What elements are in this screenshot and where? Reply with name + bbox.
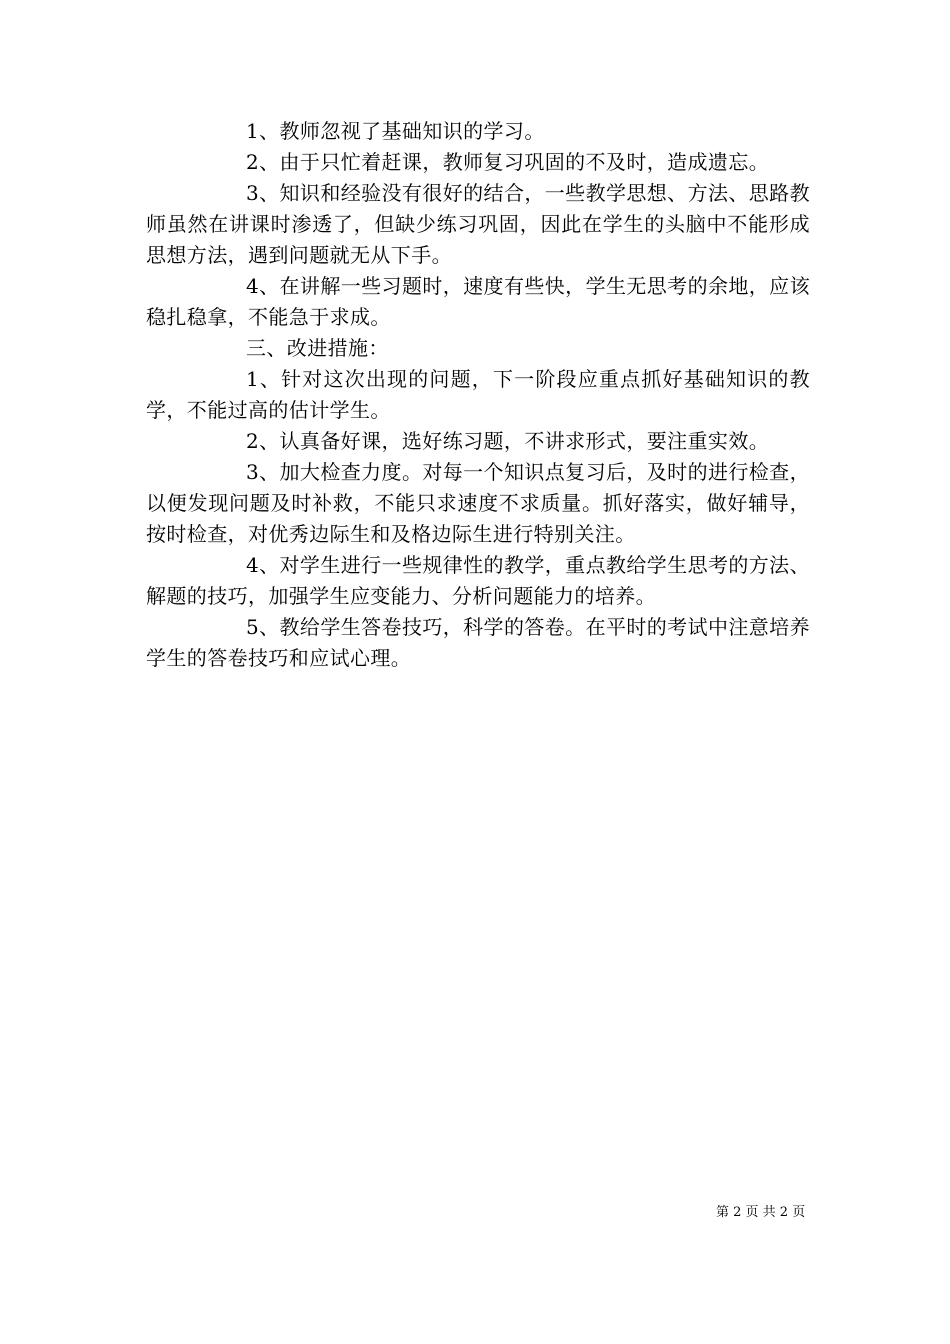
paragraph-problem-3: 3、知识和经验没有很好的结合，一些教学思想、方法、思路教师虽然在讲课时渗透了，但缺少练习巩固，因此在学生的头脑中不能形成思想方法，遇到问题就无从下手。 bbox=[146, 181, 810, 267]
page-number-footer: 第 2 页 共 2 页 bbox=[716, 1205, 806, 1220]
paragraph-problem-4: 4、在讲解一些习题时，速度有些快，学生无思考的余地，应该稳扎稳拿，不能急于求成。 bbox=[146, 274, 810, 329]
paragraph-measure-4: 4、对学生进行一些规律性的教学，重点教给学生思考的方法、解题的技巧，加强学生应变能力、分析问题能力的培养。 bbox=[146, 553, 810, 608]
paragraph-measure-2: 2、认真备好课，选好练习题，不讲求形式，要注重实效。 bbox=[246, 429, 770, 453]
paragraph-measure-1: 1、针对这次出现的问题，下一阶段应重点抓好基础知识的教学，不能过高的估计学生。 bbox=[146, 367, 810, 422]
paragraph-measure-3: 3、加大检查力度。对每一个知识点复习后，及时的进行检查，以便发现问题及时补救，不能只求速度不求质量。抓好落实，做好辅导，按时检查，对优秀边际生和及格边际生进行特别关注。 bbox=[146, 460, 810, 546]
section-heading-improvements: 三、改进措施： bbox=[246, 336, 389, 360]
paragraph-measure-5: 5、教给学生答卷技巧，科学的答卷。在平时的考试中注意培养学生的答卷技巧和应试心理。 bbox=[146, 615, 810, 670]
document-body bbox=[146, 116, 810, 674]
paragraph-problem-2: 2、由于只忙着赶课，教师复习巩固的不及时，造成遗忘。 bbox=[246, 150, 770, 174]
paragraph-problem-1: 1、教师忽视了基础知识的学习。 bbox=[246, 119, 545, 143]
